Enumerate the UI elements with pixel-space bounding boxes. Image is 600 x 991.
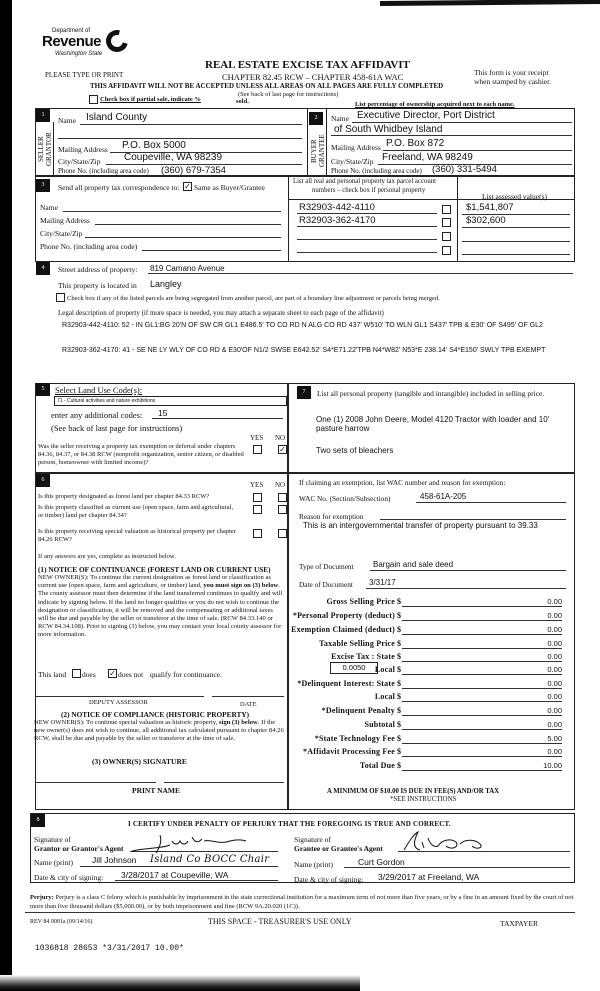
- assessor-date-line[interactable]: [212, 696, 284, 697]
- seller-phone-label: Phone No. (including area code): [58, 167, 149, 175]
- personal-property-checkbox[interactable]: [442, 246, 451, 255]
- currency: $: [397, 639, 401, 648]
- amount-label: *Delinquent Interest: State: [297, 679, 395, 688]
- amount-label: Subtotal: [364, 720, 395, 729]
- corr-name-label: Name: [40, 203, 58, 212]
- wac-field[interactable]: 458-61A-205: [420, 492, 467, 501]
- gross-selling-price-field[interactable]: 0.00: [402, 597, 562, 607]
- notice-compliance-text: [34, 719, 286, 743]
- perjury-notice: [30, 894, 575, 911]
- amount-label: Exemption Claimed (deduct): [291, 625, 395, 634]
- grantor-signature-label-2: Grantor or Grantor's Agent: [34, 844, 124, 853]
- segregated-label: Check box if any of the listed parcels are being segregated from another parcel, are part of a boundary line adjustment or parcels being merged.: [67, 295, 440, 302]
- currency: $: [397, 720, 401, 729]
- doc-type-label: Type of Document: [299, 562, 354, 571]
- buyer-name-underline: [352, 122, 572, 123]
- located-in-label: This property is located in: [58, 281, 137, 290]
- currency: $: [397, 665, 401, 674]
- currency: $: [397, 747, 401, 756]
- segregated-checkbox[interactable]: [56, 293, 65, 302]
- seller-phone-field[interactable]: (360) 679-7354: [161, 165, 226, 176]
- amount-row: [300, 706, 565, 718]
- no-header: NO: [275, 481, 286, 489]
- historic-no-checkbox[interactable]: [278, 529, 287, 538]
- street-underline: [148, 273, 573, 274]
- section-3-badge: 3: [36, 179, 50, 192]
- does-not-label: does not: [118, 670, 144, 679]
- same-as-buyer-label: Same as Buyer/Grantee: [194, 183, 265, 192]
- assessed-value-header: List assessed value(s): [482, 192, 547, 201]
- parcel-account-field[interactable]: R32903-362-4170: [299, 215, 376, 226]
- parcel-account-field[interactable]: [297, 252, 437, 253]
- amount-label: *Affidavit Processing Fee: [303, 747, 395, 756]
- value-underline: [462, 227, 570, 228]
- grantee-signature-label-2: Grantee or Grantee's Agent: [294, 844, 383, 853]
- corr-name-field[interactable]: [63, 211, 281, 212]
- amount-row: [300, 597, 565, 609]
- seller-mailing-label: Mailing Address: [58, 145, 108, 154]
- partial-sale-sold: sold.: [236, 98, 249, 105]
- minimum-due-note: A MINIMUM OF $10.00 IS DUE IN FEE(S) AND/OR TAX: [327, 788, 500, 795]
- see-instructions-note: *SEE INSTRUCTIONS: [390, 796, 457, 803]
- reason-label: Reason for exemption: [299, 512, 364, 521]
- perjury-text: Perjury is a class C felony which is punishable by imprisonment in the state correctional institution for a maximum term of not more than five years, or by a fine in an amount fixed by the court of not more than five thousand dollars ($5,000.00), or by both imprisonment and fine (RCW 9A.20.020 (1C)).: [30, 894, 574, 910]
- amount-row: [300, 761, 565, 773]
- dor-logo: [42, 28, 132, 64]
- grantee-signature: [400, 830, 510, 854]
- deputy-assessor-label: DEPUTY ASSESSOR: [89, 699, 148, 706]
- grantor-date-label: Date & city of signing:: [34, 873, 104, 882]
- exemption-label: If claiming an exemption, list WAC number and reason for exemption:: [299, 478, 506, 487]
- currency: $: [397, 761, 401, 770]
- section-2-badge: 2: [309, 112, 323, 125]
- parcel-underline: [297, 226, 437, 227]
- receipt-note-2: when stamped by cashier.: [474, 77, 552, 86]
- currency: $: [397, 625, 401, 634]
- parcel-account-field[interactable]: R32903-442-4110: [299, 202, 375, 213]
- subtotal-field[interactable]: 0.00: [402, 720, 562, 730]
- logo-line1: Department of: [52, 28, 91, 34]
- exemption-yes-checkbox[interactable]: [253, 445, 262, 454]
- yes-header: YES: [250, 481, 264, 489]
- scan-border-left: [0, 0, 12, 991]
- amount-label: Taxable Selling Price: [319, 639, 395, 648]
- section-1-badge: 1: [36, 109, 50, 122]
- wac-underline: [416, 502, 566, 503]
- section-7-badge: 7: [297, 386, 311, 399]
- print-name-label: PRINT NAME: [132, 786, 180, 795]
- exemption-question: Was the seller receiving a property tax exemption or deferral under chapters 84.36, 84.37, or 84.38 RCW (nonprofit organization, senior citizen, or disabled person, homeowner with limited income)?: [38, 443, 244, 466]
- notice-compliance-a: NEW OWNER(S): To continue special valuation as historic property,: [34, 719, 218, 726]
- buyer-phone-label: Phone No. (including area code): [331, 167, 422, 175]
- forest-yes-checkbox[interactable]: [253, 493, 262, 502]
- personal-property-item-2[interactable]: Two sets of bleachers: [316, 446, 394, 455]
- receipt-note-1: This form is your receipt: [474, 68, 549, 77]
- delinquent-penalty-field[interactable]: 0.00: [402, 706, 562, 716]
- scan-border-top: [380, 0, 600, 6]
- exemption-no-checkbox[interactable]: ✓: [279, 445, 286, 454]
- grantee-date-underline: [374, 882, 570, 883]
- personal-property-checkbox[interactable]: [442, 205, 451, 214]
- divider: [53, 122, 54, 176]
- historic-yes-checkbox[interactable]: [253, 529, 262, 538]
- certification-title: I CERTIFY UNDER PENALTY OF PERJURY THAT THE FOREGOING IS TRUE AND CORRECT.: [128, 820, 451, 828]
- notice-continuance-title: (1) NOTICE OF CONTINUANCE (FOREST LAND OR CURRENT USE): [38, 565, 271, 574]
- currency: $: [397, 706, 401, 715]
- personal-property-deduct-field[interactable]: 0.00: [402, 611, 562, 621]
- grantee-signature-label-1: Signature of: [294, 835, 331, 844]
- no-header: NO: [275, 434, 286, 442]
- land-use-selected-value: 71 - Cultural activities and nature exhibitions: [57, 398, 156, 404]
- grantee-date-field[interactable]: 3/29/2017 at Freeland, WA: [378, 872, 480, 882]
- doc-type-underline: [370, 570, 566, 571]
- amount-row: [300, 734, 565, 746]
- affidavit-processing-fee-field[interactable]: 0.00: [402, 747, 562, 757]
- amount-label: *State Technology Fee: [314, 734, 395, 743]
- section-5-badge: 5: [36, 383, 50, 396]
- total-due-field[interactable]: 10.00: [402, 761, 562, 771]
- street-address-label: Street address of property:: [58, 265, 138, 274]
- notice-continuance-b: . The county assessor must then determine if the land transferred continues to qualify and will indicate by signing below. If the land no longer qualifies or you do not wish to continue the designation or classification, it will be removed and the compensating or additional taxes will be due and payable by the seller or transferor at the time of sale. (RCW 84.33.140 or RCW 84.34.108). Prior to signing (3) below, you may contact your local county assessor for more information.: [38, 582, 283, 639]
- assessed-value-field[interactable]: $302,600: [466, 215, 506, 226]
- excise-state-field[interactable]: 0.00: [402, 652, 562, 662]
- buyer-name-label: Name: [331, 114, 349, 123]
- notice-compliance-bold: sign (3) below: [218, 719, 258, 726]
- grantee-name-underline: [344, 867, 570, 868]
- legal-description-label: Legal description of property (if more space is needed, you may attach a separate sheet to each page of the affidavit): [58, 309, 384, 317]
- amount-label: Total Due: [359, 761, 395, 770]
- deputy-assessor-signature-line[interactable]: [36, 696, 204, 697]
- seller-name-label: Name: [58, 116, 76, 125]
- reason-field[interactable]: This is an intergovernmental transfer of property pursuant to 39.33: [303, 521, 538, 530]
- amount-label: *Delinquent Penalty: [321, 706, 395, 715]
- grantor-signature: [130, 831, 250, 855]
- owner-signature-line[interactable]: [36, 782, 156, 783]
- amount-row: [291, 625, 565, 637]
- additional-codes-label: enter any additional codes:: [51, 410, 143, 420]
- parcels-header-2: numbers – check box if personal property: [312, 187, 426, 194]
- currency: $: [397, 679, 401, 688]
- legal-description-2[interactable]: R32903-362-4170: 41 - SE NE LY WLY OF CO RD & E30'OF N1/2 SWSE E642.52' S4*E71.22'TPB N4*W82' N53*E 238.14' S4*E150' SWLY TPB EXEMPT: [62, 347, 546, 354]
- currency: $: [397, 734, 401, 743]
- divider: [457, 176, 458, 262]
- amount-label: Excise Tax : State: [331, 652, 395, 661]
- currency: $: [397, 692, 401, 701]
- seller-city-field[interactable]: Coupeville, WA 98239: [124, 152, 223, 163]
- parcels-header-1: List all real and personal property tax parcel account: [293, 178, 437, 185]
- amount-label: Local: [374, 692, 395, 701]
- this-land-label: This land: [38, 670, 67, 679]
- doc-type-field[interactable]: Bargain and sale deed: [373, 560, 454, 569]
- historic-question: Is this property receiving special valuation as historical property per chapter 84.26 RCW?: [38, 528, 236, 543]
- current-use-no-checkbox[interactable]: [278, 505, 287, 514]
- state-technology-fee-field[interactable]: 5.00: [402, 734, 562, 744]
- section-4-badge: 4: [36, 262, 50, 275]
- does-checkbox[interactable]: [72, 669, 81, 678]
- current-use-yes-checkbox[interactable]: [253, 505, 262, 514]
- footer-divider: [25, 912, 575, 913]
- divider: [307, 108, 308, 176]
- additional-codes-field[interactable]: 15: [158, 408, 168, 418]
- buyer-mailing-label: Mailing Address: [331, 143, 381, 152]
- buyer-city-field[interactable]: Freeland, WA 98249: [382, 152, 473, 163]
- land-use-instructions: (See back of last page for instructions): [51, 423, 183, 433]
- parcel-underline: [297, 213, 437, 214]
- amount-label: *Personal Property (deduct): [292, 611, 395, 620]
- treasurer-use-label: THIS SPACE - TREASURER'S USE ONLY: [208, 917, 352, 926]
- personal-property-checkbox[interactable]: [442, 218, 451, 227]
- doc-date-underline: [366, 588, 566, 589]
- form-title: REAL ESTATE EXCISE TAX AFFIDAVIT: [205, 59, 410, 71]
- form-warning: THIS AFFIDAVIT WILL NOT BE ACCEPTED UNLESS ALL AREAS ON ALL PAGES ARE FULLY COMPLETED: [90, 82, 444, 90]
- same-as-buyer-checkbox[interactable]: ✓: [184, 182, 191, 191]
- amount-row: [292, 611, 565, 623]
- delinquent-interest-local-field[interactable]: 0.00: [402, 692, 562, 702]
- amount-label: Gross Selling Price: [326, 597, 395, 606]
- grantor-date-field[interactable]: 3/28/2017 at Coupeville, WA: [121, 870, 229, 880]
- currency: $: [397, 597, 401, 606]
- seller-name-underline: [80, 124, 302, 125]
- section-6-badge: 6: [36, 474, 50, 487]
- corr-mailing-label: Mailing Address: [40, 216, 90, 225]
- buyer-mailing-field[interactable]: P.O. Box 872: [386, 138, 445, 149]
- amount-row: [297, 679, 565, 691]
- forest-no-checkbox[interactable]: [278, 493, 287, 502]
- corr-phone-label: Phone No. (including area code): [40, 242, 138, 251]
- divider: [288, 176, 289, 262]
- buyer-phone-field[interactable]: (360) 331-5494: [432, 164, 497, 175]
- perjury-label: Perjury:: [30, 894, 54, 901]
- does-not-checkbox[interactable]: ✓: [109, 669, 116, 678]
- amount-row: [300, 747, 565, 759]
- correspondence-label: Send all property tax correspondence to:: [58, 183, 180, 192]
- notice-compliance-title: (2) NOTICE OF COMPLIANCE (HISTORIC PROPERTY): [61, 710, 250, 719]
- owner-signature-label: (3) OWNER(S) SIGNATURE: [92, 757, 187, 766]
- seller-mailing-field[interactable]: P.O. Box 5000: [122, 140, 186, 151]
- personal-property-checkbox[interactable]: [442, 232, 451, 241]
- divider: [326, 108, 327, 176]
- does-label: does: [82, 670, 96, 679]
- amount-row: [300, 665, 565, 677]
- land-use-label: Select Land Use Code(s):: [55, 385, 143, 395]
- buyer-name-field[interactable]: Executive Director, Port District: [357, 110, 495, 121]
- assessor-date-label: DATE: [240, 701, 257, 708]
- corr-phone-field[interactable]: [142, 250, 281, 251]
- seller-city-label: City/State/Zip: [58, 157, 101, 166]
- grantee-name-label: Name (print): [294, 860, 333, 869]
- amount-row: [300, 692, 565, 704]
- personal-property-label: List all personal property (tangible and intangible) included in selling price.: [317, 389, 545, 398]
- logo-line3: Washington State: [55, 51, 103, 57]
- treasurer-stamp: 1036818 28653 *3/31/2017 10.00*: [35, 944, 184, 953]
- currency: $: [397, 652, 401, 661]
- additional-codes-underline: [152, 418, 283, 419]
- partial-sale-checkbox[interactable]: [89, 95, 98, 104]
- amount-label: Local: [374, 665, 395, 674]
- buyer-city-label: City/State/Zip: [331, 157, 374, 166]
- if-yes-instructions: If any answers are yes, complete as instructed below.: [38, 553, 176, 560]
- buyer-side-label: BUYER GRANTEE: [310, 134, 326, 168]
- form-chapter: CHAPTER 82.45 RCW – CHAPTER 458-61A WAC: [222, 72, 404, 82]
- corr-city-field[interactable]: [85, 237, 281, 238]
- notice-compliance-b: . If the new owner(s) does not wish to continue, all additional tax calculated pursuant to chapter 84.26 RCW, shall be due and payable by the seller or transferor at the time of sale.: [34, 719, 284, 742]
- forest-land-question: Is this property designated as forest land per chapter 84.33 RCW?: [38, 493, 210, 500]
- grantee-name-field[interactable]: Curt Gordon: [358, 857, 405, 867]
- grantor-name-label: Name (print): [34, 858, 73, 867]
- notice-continuance-bold: you must sign on (3) below: [203, 582, 279, 590]
- parcel-account-field[interactable]: [297, 239, 437, 240]
- owner-signature-line-2[interactable]: [164, 782, 284, 783]
- notice-continuance-text: [38, 574, 284, 640]
- corr-mailing-field[interactable]: [95, 224, 281, 225]
- scan-border-bottom: [0, 975, 360, 991]
- wac-label: WAC No. (Section/Subsection): [299, 494, 391, 503]
- logo-line2: Revenue: [42, 33, 102, 50]
- assessed-value-field[interactable]: $1,541,807: [466, 202, 514, 213]
- buyer-name-line2-field[interactable]: of South Whidbey Island: [334, 124, 443, 135]
- amount-row: [300, 720, 565, 732]
- instructions-note: (See back of last page for instructions): [238, 91, 339, 98]
- notice-continuance-a: NEW OWNER(S): To continue the current designation as forest land or classification as current use (open space, farm and agriculture, or timber) land,: [38, 574, 271, 590]
- doc-date-field[interactable]: 3/31/17: [369, 578, 396, 587]
- taxpayer-label: TAXPAYER: [500, 919, 539, 928]
- partial-sale-label: Check box if partial sale, indicate %: [100, 96, 201, 103]
- grantor-title-handwritten: Island Co BOCC Chair: [150, 854, 270, 865]
- amount-row: [300, 639, 565, 651]
- street-address-field[interactable]: 819 Camano Avenue: [150, 264, 225, 273]
- grantor-signature-label-1: Signature of: [34, 835, 71, 844]
- corr-city-label: City/State/Zip: [40, 229, 83, 238]
- seller-name-field[interactable]: Island County: [86, 112, 148, 123]
- please-type-note: PLEASE TYPE OR PRINT: [45, 71, 124, 79]
- local-rate-field[interactable]: 0.0050: [330, 662, 378, 674]
- seller-side-label: SELLER GRANTOR: [37, 132, 53, 166]
- assessed-value-field[interactable]: [462, 241, 570, 242]
- seller-name-line2: [58, 138, 302, 139]
- delinquent-interest-state-field[interactable]: 0.00: [402, 679, 562, 689]
- ownership-note: List percentage of ownership acquired next to each name.: [355, 101, 515, 108]
- grantor-date-underline: [115, 880, 278, 881]
- logo-swirl-icon: [102, 26, 132, 56]
- doc-date-label: Date of Document: [299, 580, 353, 589]
- current-use-question: Is this property classified as current use (open space, farm and agricultural, or timber) land per chapter 84.34?: [38, 504, 234, 519]
- personal-property-item-1[interactable]: One (1) 2008 John Deere, Model 4120 Tractor with loader and 10' pasture harrow: [316, 415, 550, 433]
- grantor-name-field[interactable]: Jill Johnson: [92, 855, 137, 865]
- exemption-claimed-field[interactable]: 0.00: [402, 625, 562, 635]
- grantee-date-label: Date & city of signing:: [294, 875, 364, 884]
- buyer-name-line2: [331, 135, 572, 136]
- assessed-value-field[interactable]: [462, 254, 570, 255]
- reason-underline: [380, 519, 566, 520]
- section-8-badge: 8: [31, 814, 45, 827]
- divider: [288, 199, 575, 200]
- legal-description-1[interactable]: R32903-442-4110: 52 - IN GL1:BG 20'N OF SW CR GL1 E486.5' TO CO RD N ALG CO RD 437' W510' TO WLN GL1 S437' TPB & E30' OF S495' OF GL2: [62, 322, 543, 329]
- grantor-name-underline: [80, 866, 278, 867]
- yes-header: YES: [250, 434, 264, 442]
- qualify-label: qualify for continuance.: [150, 670, 222, 679]
- taxable-selling-price-field[interactable]: 0.00: [402, 639, 562, 649]
- currency: $: [397, 611, 401, 620]
- buyer-mailing-underline: [383, 150, 572, 151]
- located-in-field[interactable]: Langley: [150, 279, 182, 289]
- form-revision: REV 84 0001a (09/14/16): [30, 919, 93, 925]
- excise-local-field[interactable]: 0.00: [402, 665, 562, 675]
